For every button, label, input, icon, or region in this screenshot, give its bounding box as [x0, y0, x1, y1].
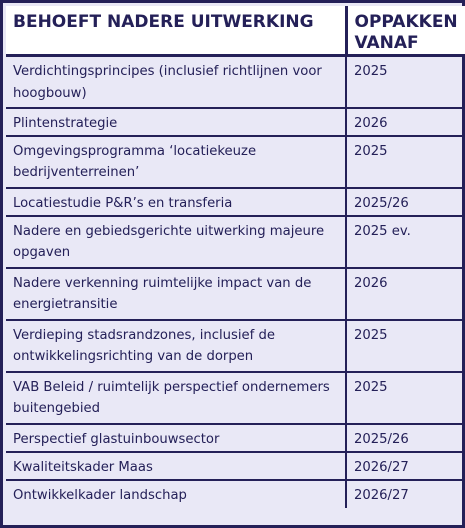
- task-cell: VAB Beleid / ruimtelijk perspectief ondernemers buitengebied: [6, 372, 346, 424]
- start-cell: 2026/27: [354, 487, 409, 503]
- task-cell: Ontwikkelkader landschap: [6, 480, 346, 508]
- task-cell: Verdichtingsprincipes (inclusief richtlijnen voor hoogbouw): [6, 56, 346, 108]
- task-cell: Plintenstrategie: [6, 108, 346, 136]
- table-row: [6, 480, 465, 508]
- table-row: [6, 108, 465, 136]
- table-row: [6, 56, 465, 108]
- task-cell: Verdieping stadsrandzones, inclusief de ontwikkelingsrichting van de dorpen: [6, 320, 346, 372]
- task-cell: Locatiestudie P&R’s en transferia: [6, 188, 346, 216]
- table-row: [6, 188, 465, 216]
- table-header-row: [6, 6, 465, 56]
- planning-table: [6, 6, 465, 508]
- start-cell: 2025: [346, 320, 465, 372]
- start-cell: 2025/26: [346, 424, 465, 452]
- table-row: [6, 452, 465, 480]
- task-cell: Nadere verkenning ruimtelijke impact van de energietransitie: [6, 268, 346, 320]
- task-cell: Kwaliteitskader Maas: [6, 452, 346, 480]
- start-cell: 2026: [346, 268, 465, 320]
- task-cell: Nadere en gebiedsgerichte uitwerking majeure opgaven: [6, 216, 346, 268]
- table-row: [6, 216, 465, 268]
- table-row: [6, 372, 465, 424]
- table-row: [6, 424, 465, 452]
- task-cell: Perspectief glastuinbouwsector: [6, 424, 346, 452]
- start-cell: 2026: [346, 108, 465, 136]
- task-cell: Omgevingsprogramma ‘locatiekeuze bedrijventerreinen’: [6, 136, 346, 188]
- start-cell: 2025: [346, 136, 465, 188]
- header-start: OPPAKKEN VANAF: [346, 6, 465, 56]
- header-task: BEHOEFT NADERE UITWERKING: [6, 6, 346, 56]
- start-cell: 2025: [346, 372, 465, 424]
- start-cell: 2026/27: [346, 452, 465, 480]
- start-cell: 2025: [346, 56, 465, 108]
- start-cell: 2025/26: [346, 188, 465, 216]
- start-cell: 2025 ev.: [346, 216, 465, 268]
- table-row: [6, 268, 465, 320]
- table-row: [6, 320, 465, 372]
- table-row: [6, 136, 465, 188]
